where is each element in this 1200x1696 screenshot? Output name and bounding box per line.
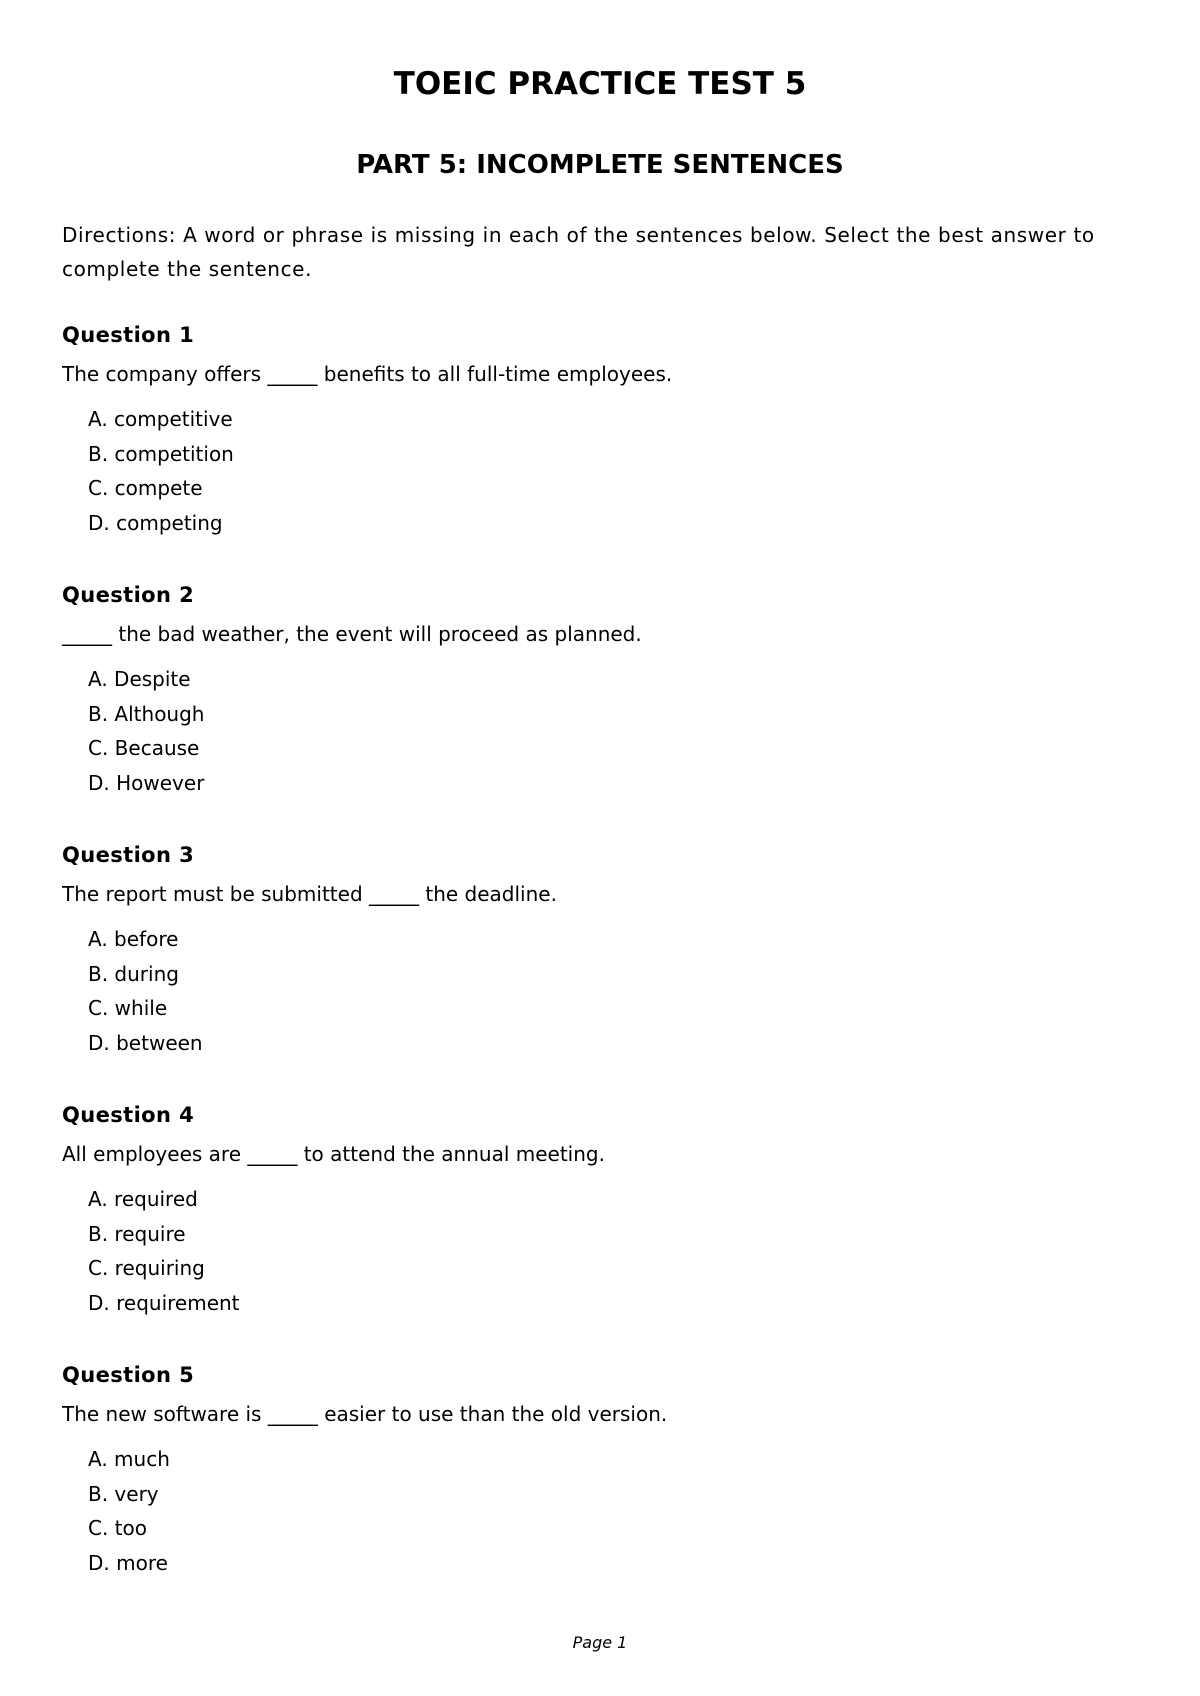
answer-option: D. requirement — [88, 1290, 240, 1315]
answer-options — [62, 922, 1138, 1060]
question-title: Question 2 — [62, 583, 195, 607]
question-text: The report must be submitted _____ the deadline. — [62, 882, 557, 906]
answer-option: A. competitive — [88, 407, 233, 431]
answer-option: B. competition — [88, 441, 234, 466]
answer-option: B. Although — [88, 701, 205, 726]
question-text: _____ the bad weather, the event will proceed as planned. — [62, 622, 642, 646]
page-number: Page 1 — [572, 1633, 628, 1652]
question-2 — [62, 580, 1138, 800]
document-title: TOEIC PRACTICE TEST 5 — [393, 66, 807, 102]
answer-option: B. during — [88, 961, 179, 986]
answer-options — [62, 662, 1138, 800]
question-title: Question 3 — [62, 843, 195, 867]
question-4 — [62, 1100, 1138, 1320]
answer-option: B. require — [88, 1221, 186, 1246]
answer-option: A. Despite — [88, 667, 191, 691]
question-5 — [62, 1360, 1138, 1580]
answer-options — [62, 1182, 1138, 1320]
question-title: Question 4 — [62, 1103, 195, 1127]
answer-option: C. too — [88, 1516, 147, 1540]
answer-option: D. competing — [88, 510, 223, 535]
question-1 — [62, 320, 1138, 540]
answer-options — [62, 402, 1138, 540]
answer-option: C. requiring — [88, 1256, 205, 1280]
question-list — [62, 320, 1138, 1580]
answer-option: B. very — [88, 1481, 159, 1506]
answer-option: A. required — [88, 1187, 198, 1211]
answer-options — [62, 1442, 1138, 1580]
answer-option: D. between — [88, 1030, 203, 1055]
answer-option: A. much — [88, 1447, 170, 1471]
answer-option: A. before — [88, 927, 179, 951]
answer-option: C. Because — [88, 736, 200, 760]
directions-text: Directions: A word or phrase is missing in each of the sentences below. Select the best answer to complete the sentence. — [62, 223, 1095, 281]
question-title: Question 5 — [62, 1363, 195, 1387]
question-text: The company offers _____ benefits to all full-time employees. — [62, 362, 673, 386]
answer-option: C. compete — [88, 476, 203, 500]
question-title: Question 1 — [62, 323, 195, 347]
answer-option: C. while — [88, 996, 168, 1020]
section-title: PART 5: INCOMPLETE SENTENCES — [356, 150, 844, 180]
answer-option: D. However — [88, 770, 205, 795]
question-text: All employees are _____ to attend the annual meeting. — [62, 1142, 605, 1166]
question-text: The new software is _____ easier to use than the old version. — [62, 1402, 668, 1426]
question-3 — [62, 840, 1138, 1060]
answer-option: D. more — [88, 1550, 168, 1575]
